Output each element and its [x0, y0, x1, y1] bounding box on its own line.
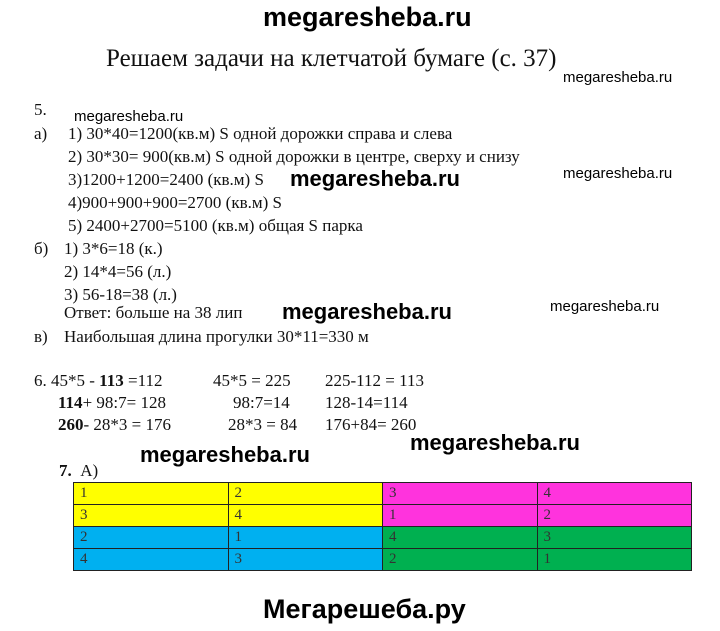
task5-b-label: б) [34, 239, 49, 258]
watermark-big: megaresheba.ru [282, 299, 452, 324]
task6-line: 114+ 98:7= 128 [58, 393, 166, 412]
task5-b-line: 1) 3*6=18 (к.) [64, 239, 163, 258]
task6-col3: 128-14=114 [325, 393, 408, 412]
task5-b-line: 3) 56-18=38 (л.) [64, 285, 177, 304]
watermark-small: megaresheba.ru [563, 69, 673, 86]
task5-a-line: 5) 2400+2700=5100 (кв.м) общая S парка [68, 216, 363, 235]
grid-row [74, 483, 692, 505]
task5-a-line: 3)1200+1200=2400 (кв.м) S [68, 170, 264, 189]
grid-cell: 3 [383, 483, 538, 505]
task5-answer: Ответ: больше на 38 лип [64, 303, 243, 322]
task5-a-label: а) [34, 124, 48, 143]
task7-heading: 7. А) [59, 461, 99, 480]
grid-cell: 1 [537, 549, 692, 571]
grid-cell: 2 [228, 483, 383, 505]
grid-cell: 3 [537, 527, 692, 549]
grid-cell: 4 [228, 505, 383, 527]
grid-row [74, 549, 692, 571]
task5-a-line: 1) 30*40=1200(кв.м) S одной дорожки справа и слева [68, 124, 453, 143]
task5-c-label: в) [34, 327, 48, 346]
grid-cell: 1 [383, 505, 538, 527]
grid-row [74, 505, 692, 527]
grid-cell: 3 [228, 549, 383, 571]
task6-line: 6. 45*5 - 113 =112 [34, 371, 163, 390]
task5-number: 5. [34, 100, 47, 119]
task6-col2: 98:7=14 [233, 393, 290, 412]
task5-c-text: Наибольшая длина прогулки 30*11=330 м [64, 327, 369, 346]
task5-a-line: 4)900+900+900=2700 (кв.м) S [68, 193, 282, 212]
task5-b-line: 2) 14*4=56 (л.) [64, 262, 172, 281]
grid-cell: 4 [537, 483, 692, 505]
grid-cell: 2 [74, 527, 229, 549]
grid-cell: 4 [383, 527, 538, 549]
page-title: Решаем задачи на клетчатой бумаге (с. 37) [106, 45, 557, 72]
task6-col3: 225-112 = 113 [325, 371, 424, 390]
grid-cell: 1 [74, 483, 229, 505]
grid-cell: 1 [228, 527, 383, 549]
header-watermark: megaresheba.ru [263, 2, 472, 32]
footer-watermark: Мегарешеба.ру [263, 594, 466, 624]
task6-col3: 176+84= 260 [325, 415, 417, 434]
grid-cell: 2 [537, 505, 692, 527]
grid-row [74, 527, 692, 549]
watermark-small: megaresheba.ru [550, 298, 660, 315]
watermark-small: megaresheba.ru [74, 108, 184, 125]
grid-cell: 3 [74, 505, 229, 527]
task6-line: 260- 28*3 = 176 [58, 415, 171, 434]
color-grid [73, 482, 692, 571]
grid-cell: 4 [74, 549, 229, 571]
task6-col2: 28*3 = 84 [228, 415, 298, 434]
watermark-big: megaresheba.ru [410, 430, 580, 455]
watermark-small: megaresheba.ru [563, 165, 673, 182]
watermark-big: megaresheba.ru [140, 442, 310, 467]
watermark-big: megaresheba.ru [290, 166, 460, 191]
task5-a-line: 2) 30*30= 900(кв.м) S одной дорожки в центре, сверху и снизу [68, 147, 520, 166]
grid-cell: 2 [383, 549, 538, 571]
task6-col2: 45*5 = 225 [213, 371, 291, 390]
